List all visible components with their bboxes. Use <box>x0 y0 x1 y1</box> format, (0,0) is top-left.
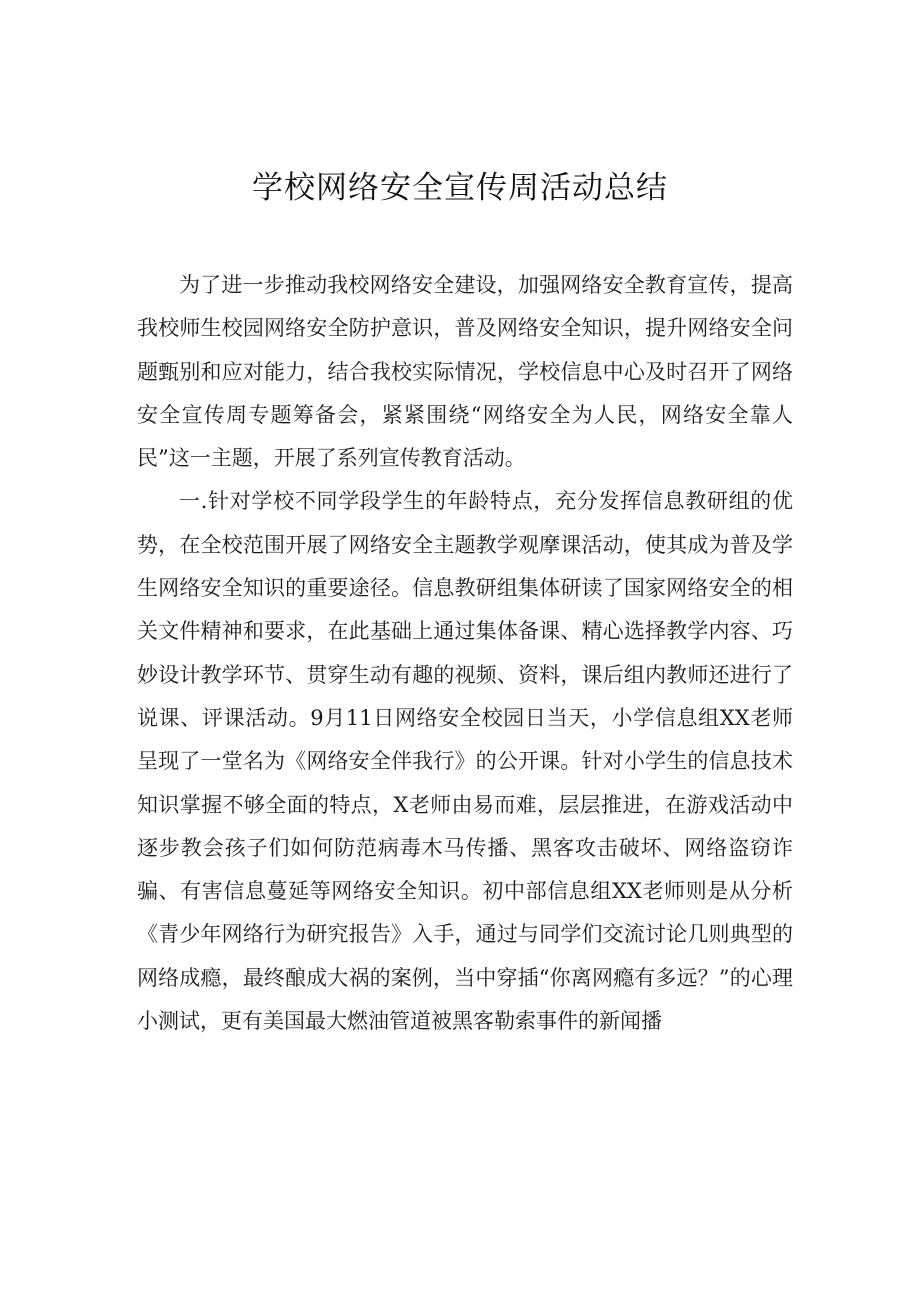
paragraph-intro: 为了进一步推动我校网络安全建设，加强网络安全教育宣传，提高我校师生校园网络安全防护意识，普及网络安全知识，提升网络安全问题甄别和应对能力，结合我校实际情况，学校信息中心及时召开了网络安全宣传周专题筹备会，紧紧围绕“网络安全为人民，网络安全靠人民”这一主题，开展了系列宣传教育活动。 <box>137 273 793 471</box>
document-body <box>137 264 793 1043</box>
document-title: 学校网络安全宣传周活动总结 <box>252 170 668 206</box>
paragraph-section-one: 一.针对学校不同学段学生的年龄特点，充分发挥信息教研组的优势，在全校范围开展了网络安全主题教学观摩课活动，使其成为普及学生网络安全知识的重要途径。信息教研组集体研读了国家网络安全的相关文件精神和要求，在此基础上通过集体备课、精心选择教学内容、巧妙设计教学环节、贯穿生动有趣的视频、资料，课后组内教师还进行了说课、评课活动。9月11日网络安全校园日当天，小学信息组XX老师呈现了一堂名为《网络安全伴我行》的公开课。针对小学生的信息技术知识掌握不够全面的特点，X老师由易而难，层层推进，在游戏活动中逐步教会孩子们如何防范病毒木马传播、黑客攻击破坏、网络盗窃诈骗、有害信息蔓延等网络安全知识。初中部信息组XX老师则是从分析《青少年网络行为研究报告》入手，通过与同学们交流讨论几则典型的网络成瘾，最终酿成大祸的案例，当中穿插“你离网瘾有多远？”的心理小测试，更有美国最大燃油管道被黑客勒索事件的新闻播 <box>137 489 793 1034</box>
